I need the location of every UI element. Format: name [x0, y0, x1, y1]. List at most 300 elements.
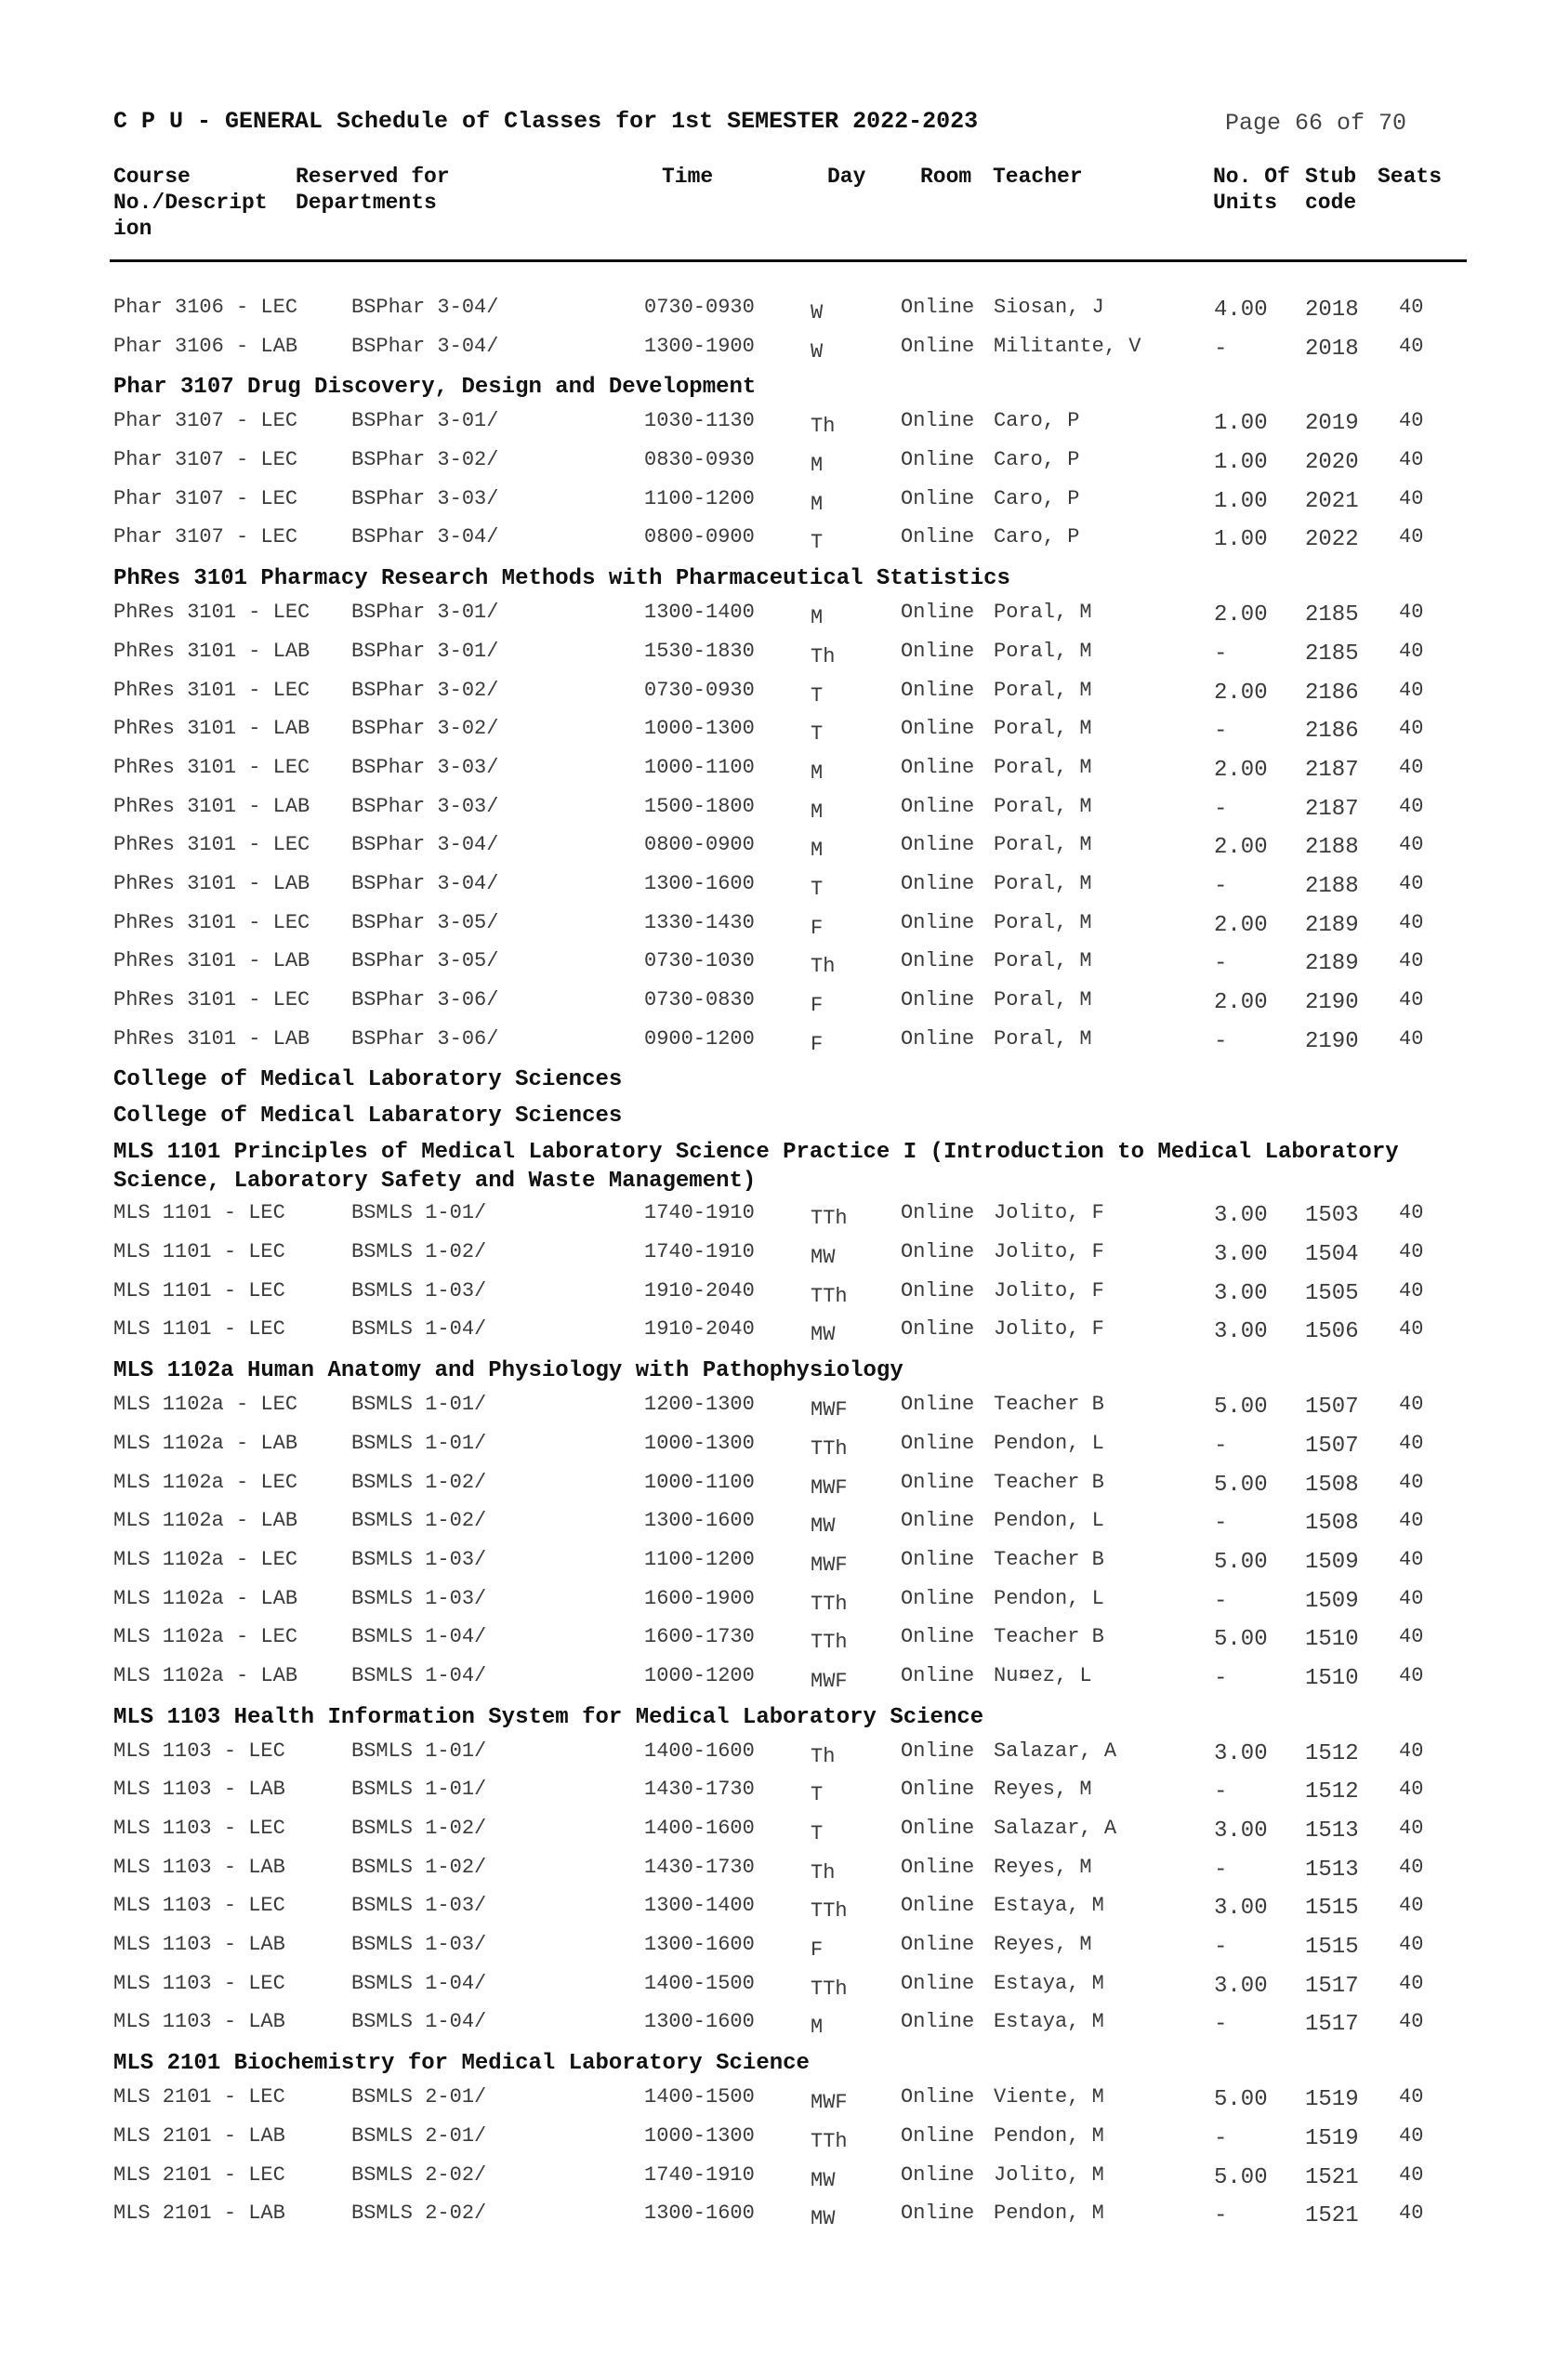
time-cell: 1300-1600: [644, 871, 755, 895]
units-cell: -: [1214, 1779, 1228, 1805]
stub-code-cell: 1505: [1305, 1280, 1359, 1306]
teacher-cell: Jolito, F: [994, 1201, 1104, 1225]
reserved-for-cell: BSPhar 3-03/: [351, 486, 499, 510]
teacher-cell: Poral, M: [994, 1026, 1092, 1051]
course-cell: PhRes 3101 - LAB: [113, 794, 310, 818]
room-cell: Online: [901, 409, 975, 433]
time-cell: 1740-1910: [644, 2162, 755, 2187]
seats-cell: 40: [1399, 988, 1424, 1012]
reserved-for-cell: BSMLS 1-02/: [351, 1509, 487, 1533]
time-cell: 0730-0830: [644, 988, 755, 1012]
units-cell: -: [1214, 873, 1228, 899]
teacher-cell: Poral, M: [994, 601, 1092, 625]
day-cell: Th: [811, 1860, 836, 1884]
time-cell: 1000-1300: [644, 2123, 755, 2148]
course-cell: MLS 1102a - LAB: [113, 1586, 298, 1610]
teacher-cell: Viente, M: [994, 2085, 1104, 2109]
reserved-for-cell: BSPhar 3-01/: [351, 639, 499, 663]
day-cell: T: [811, 722, 824, 747]
course-cell: MLS 1103 - LEC: [113, 1894, 285, 1918]
day-cell: Th: [811, 644, 836, 668]
stub-code-cell: 2185: [1305, 602, 1359, 628]
time-cell: 1200-1300: [644, 1393, 755, 1417]
units-cell: -: [1214, 1028, 1228, 1054]
time-cell: 1600-1900: [644, 1586, 755, 1610]
teacher-cell: Poral, M: [994, 755, 1092, 779]
stub-code-cell: 2190: [1305, 990, 1359, 1015]
room-cell: Online: [901, 794, 975, 818]
time-cell: 1500-1800: [644, 794, 755, 818]
time-cell: 1300-1900: [644, 334, 755, 358]
seats-cell: 40: [1399, 1739, 1424, 1763]
schedule-row: [113, 1387, 1470, 1426]
reserved-for-cell: BSPhar 3-06/: [351, 1026, 499, 1051]
day-cell: MW: [811, 1246, 836, 1270]
seats-cell: 40: [1399, 949, 1424, 973]
course-cell: PhRes 3101 - LEC: [113, 988, 310, 1012]
units-cell: -: [1214, 1857, 1228, 1883]
reserved-for-cell: BSMLS 1-04/: [351, 1971, 487, 1995]
day-cell: T: [811, 683, 824, 707]
time-cell: 1300-1400: [644, 1894, 755, 1918]
room-cell: Online: [901, 2202, 975, 2226]
seats-cell: 40: [1399, 639, 1424, 663]
course-section-heading: PhRes 3101 Pharmacy Research Methods with Pharmaceutical Statistics: [113, 566, 1010, 592]
day-cell: MWF: [811, 1398, 848, 1422]
course-cell: MLS 1103 - LAB: [113, 1778, 285, 1802]
schedule-row: [113, 2004, 1470, 2043]
seats-cell: 40: [1399, 2162, 1424, 2187]
time-cell: 1000-1200: [644, 1663, 755, 1687]
course-cell: MLS 1102a - LEC: [113, 1625, 298, 1649]
seats-cell: 40: [1399, 1026, 1424, 1051]
teacher-cell: Pendon, L: [994, 1431, 1104, 1455]
room-cell: Online: [901, 871, 975, 895]
units-cell: 3.00: [1214, 1203, 1268, 1229]
stub-code-cell: 1512: [1305, 1740, 1359, 1766]
reserved-for-cell: BSMLS 2-02/: [351, 2162, 487, 2187]
schedule-row: [113, 1927, 1470, 1966]
stub-code-cell: 1509: [1305, 1549, 1359, 1575]
time-cell: 1300-1600: [644, 1933, 755, 1957]
time-cell: 0900-1200: [644, 1026, 755, 1051]
seats-cell: 40: [1399, 1201, 1424, 1225]
seats-cell: 40: [1399, 833, 1424, 857]
day-cell: F: [811, 994, 824, 1017]
course-section-heading: MLS 1102a Human Anatomy and Physiology with Pathophysiology: [113, 1358, 903, 1384]
course-cell: MLS 1101 - LEC: [113, 1317, 285, 1342]
time-cell: 1600-1730: [644, 1625, 755, 1649]
reserved-for-cell: BSMLS 1-04/: [351, 1625, 487, 1649]
seats-cell: 40: [1399, 486, 1424, 510]
reserved-for-cell: BSMLS 1-01/: [351, 1431, 487, 1455]
column-header-units: No. Of Units: [1213, 165, 1290, 215]
room-cell: Online: [901, 1855, 975, 1879]
units-cell: 1.00: [1214, 450, 1268, 476]
day-cell: F: [811, 1938, 824, 1963]
reserved-for-cell: BSMLS 1-02/: [351, 1470, 487, 1494]
teacher-cell: Teacher B: [994, 1470, 1104, 1494]
stub-code-cell: 1515: [1305, 1935, 1359, 1961]
stub-code-cell: 2188: [1305, 873, 1359, 899]
units-cell: -: [1214, 2125, 1228, 2151]
day-cell: TTh: [811, 1592, 848, 1616]
course-cell: MLS 1102a - LAB: [113, 1663, 298, 1687]
seats-cell: 40: [1399, 1393, 1424, 1417]
units-cell: -: [1214, 336, 1228, 362]
stub-code-cell: 1510: [1305, 1627, 1359, 1653]
course-cell: Phar 3107 - LEC: [113, 525, 298, 549]
room-cell: Online: [901, 717, 975, 741]
course-cell: MLS 1103 - LAB: [113, 1855, 285, 1879]
day-cell: MW: [811, 1323, 836, 1347]
room-cell: Online: [901, 1971, 975, 1995]
teacher-cell: Caro, P: [994, 409, 1080, 433]
reserved-for-cell: BSPhar 3-02/: [351, 678, 499, 702]
reserved-for-cell: BSMLS 1-02/: [351, 1817, 487, 1840]
units-cell: 4.00: [1214, 298, 1268, 323]
day-cell: TTh: [811, 1977, 848, 2001]
teacher-cell: Jolito, M: [994, 2162, 1104, 2187]
seats-cell: 40: [1399, 1317, 1424, 1342]
reserved-for-cell: BSPhar 3-04/: [351, 833, 499, 857]
course-cell: PhRes 3101 - LAB: [113, 949, 310, 973]
time-cell: 1430-1730: [644, 1855, 755, 1879]
reserved-for-cell: BSMLS 1-01/: [351, 1739, 487, 1763]
reserved-for-cell: BSPhar 3-04/: [351, 296, 499, 319]
day-cell: MWF: [811, 1669, 848, 1693]
room-cell: Online: [901, 1933, 975, 1957]
day-cell: M: [811, 800, 824, 824]
units-cell: 2.00: [1214, 835, 1268, 861]
seats-cell: 40: [1399, 334, 1424, 358]
time-cell: 1000-1300: [644, 717, 755, 741]
room-cell: Online: [901, 2085, 975, 2109]
teacher-cell: Reyes, M: [994, 1933, 1092, 1957]
schedule-row: [113, 944, 1470, 983]
stub-code-cell: 1509: [1305, 1588, 1359, 1614]
day-cell: T: [811, 1822, 824, 1845]
room-cell: Online: [901, 296, 975, 319]
teacher-cell: Salazar, A: [994, 1739, 1117, 1763]
day-cell: M: [811, 606, 824, 630]
time-cell: 1400-1600: [644, 1817, 755, 1840]
course-section-heading: College of Medical Labaratory Sciences: [113, 1104, 623, 1130]
day-cell: TTh: [811, 1899, 848, 1924]
seats-cell: 40: [1399, 1470, 1424, 1494]
schedule-row: [113, 1312, 1470, 1351]
column-header-stub: Stub code: [1305, 165, 1357, 215]
day-cell: M: [811, 760, 824, 785]
course-cell: MLS 2101 - LEC: [113, 2085, 285, 2109]
course-cell: PhRes 3101 - LAB: [113, 639, 310, 663]
time-cell: 1300-1400: [644, 601, 755, 625]
schedule-row: [113, 750, 1470, 789]
course-section-heading: MLS 2101 Biochemistry for Medical Laboratory Science: [113, 2051, 810, 2077]
stub-code-cell: 1515: [1305, 1896, 1359, 1922]
schedule-row: [113, 866, 1470, 906]
room-cell: Online: [901, 1778, 975, 1802]
room-cell: Online: [901, 2162, 975, 2187]
seats-cell: 40: [1399, 1663, 1424, 1687]
units-cell: 1.00: [1214, 527, 1268, 553]
teacher-cell: Pendon, L: [994, 1509, 1104, 1533]
room-cell: Online: [901, 1026, 975, 1051]
teacher-cell: Caro, P: [994, 486, 1080, 510]
course-cell: MLS 1101 - LEC: [113, 1240, 285, 1264]
course-cell: MLS 1101 - LEC: [113, 1201, 285, 1225]
stub-code-cell: 1507: [1305, 1395, 1359, 1421]
time-cell: 0830-0930: [644, 448, 755, 472]
schedule-row: [113, 1811, 1470, 1850]
day-cell: Th: [811, 1744, 836, 1768]
teacher-cell: Caro, P: [994, 525, 1080, 549]
teacher-cell: Pendon, M: [994, 2123, 1104, 2148]
day-cell: TTh: [811, 1284, 848, 1308]
units-cell: 5.00: [1214, 1395, 1268, 1421]
time-cell: 1030-1130: [644, 409, 755, 433]
reserved-for-cell: BSPhar 3-05/: [351, 949, 499, 973]
day-cell: MW: [811, 2207, 836, 2231]
room-cell: Online: [901, 910, 975, 934]
teacher-cell: Poral, M: [994, 639, 1092, 663]
room-cell: Online: [901, 755, 975, 779]
teacher-cell: Poral, M: [994, 717, 1092, 741]
time-cell: 1100-1200: [644, 486, 755, 510]
course-cell: PhRes 3101 - LEC: [113, 910, 310, 934]
units-cell: 3.00: [1214, 1973, 1268, 1999]
stub-code-cell: 1512: [1305, 1779, 1359, 1805]
day-cell: F: [811, 1032, 824, 1056]
schedule-row: [113, 2080, 1470, 2119]
seats-cell: 40: [1399, 1971, 1424, 1995]
room-cell: Online: [901, 525, 975, 549]
units-cell: -: [1214, 1511, 1228, 1537]
column-header-room: Room: [920, 165, 972, 189]
course-cell: MLS 1101 - LEC: [113, 1278, 285, 1302]
time-cell: 1330-1430: [644, 910, 755, 934]
course-section-heading: Phar 3107 Drug Discovery, Design and Development: [113, 375, 757, 401]
seats-cell: 40: [1399, 1586, 1424, 1610]
seats-cell: 40: [1399, 1278, 1424, 1302]
reserved-for-cell: BSMLS 2-02/: [351, 2202, 487, 2226]
seats-cell: 40: [1399, 2010, 1424, 2034]
course-cell: MLS 1103 - LEC: [113, 1971, 285, 1995]
course-section-heading: College of Medical Laboratory Sciences: [113, 1067, 623, 1093]
course-cell: MLS 1103 - LEC: [113, 1739, 285, 1763]
teacher-cell: Jolito, F: [994, 1317, 1104, 1342]
time-cell: 1530-1830: [644, 639, 755, 663]
time-cell: 1000-1100: [644, 755, 755, 779]
seats-cell: 40: [1399, 525, 1424, 549]
stub-code-cell: 1513: [1305, 1818, 1359, 1844]
column-header-teacher: Teacher: [993, 165, 1083, 189]
day-cell: T: [811, 531, 824, 555]
course-cell: Phar 3107 - LEC: [113, 486, 298, 510]
units-cell: 5.00: [1214, 1549, 1268, 1575]
time-cell: 0800-0900: [644, 833, 755, 857]
course-cell: Phar 3107 - LEC: [113, 448, 298, 472]
units-cell: 1.00: [1214, 488, 1268, 514]
time-cell: 0800-0900: [644, 525, 755, 549]
schedule-row: [113, 1503, 1470, 1542]
schedule-row: [113, 1022, 1470, 1061]
stub-code-cell: 2186: [1305, 680, 1359, 706]
stub-code-cell: 2189: [1305, 912, 1359, 938]
stub-code-cell: 2022: [1305, 527, 1359, 553]
course-cell: Phar 3106 - LEC: [113, 296, 298, 319]
course-cell: PhRes 3101 - LEC: [113, 833, 310, 857]
teacher-cell: Estaya, M: [994, 1971, 1104, 1995]
day-cell: MW: [811, 1514, 836, 1539]
room-cell: Online: [901, 2123, 975, 2148]
reserved-for-cell: BSMLS 1-03/: [351, 1586, 487, 1610]
room-cell: Online: [901, 1240, 975, 1264]
day-cell: T: [811, 1783, 824, 1807]
schedule-row: [113, 1850, 1470, 1889]
schedule-row: [113, 443, 1470, 482]
stub-code-cell: 1519: [1305, 2125, 1359, 2151]
day-cell: M: [811, 839, 824, 863]
reserved-for-cell: BSMLS 1-01/: [351, 1201, 487, 1225]
day-cell: M: [811, 492, 824, 516]
time-cell: 1000-1300: [644, 1431, 755, 1455]
room-cell: Online: [901, 1625, 975, 1649]
schedule-row: [113, 1772, 1470, 1811]
time-cell: 1740-1910: [644, 1240, 755, 1264]
room-cell: Online: [901, 1663, 975, 1687]
course-section-heading: MLS 1103 Health Information System for Medical Laboratory Science: [113, 1704, 984, 1730]
teacher-cell: Poral, M: [994, 988, 1092, 1012]
stub-code-cell: 1506: [1305, 1319, 1359, 1345]
stub-code-cell: 2187: [1305, 757, 1359, 783]
reserved-for-cell: BSPhar 3-04/: [351, 871, 499, 895]
day-cell: Th: [811, 415, 836, 439]
room-cell: Online: [901, 1509, 975, 1533]
stub-code-cell: 1517: [1305, 1973, 1359, 1999]
time-cell: 1910-2040: [644, 1278, 755, 1302]
units-cell: -: [1214, 1935, 1228, 1961]
course-cell: MLS 1102a - LAB: [113, 1431, 298, 1455]
time-cell: 1100-1200: [644, 1547, 755, 1571]
stub-code-cell: 1517: [1305, 2012, 1359, 2038]
teacher-cell: Siosan, J: [994, 296, 1104, 319]
stub-code-cell: 1508: [1305, 1511, 1359, 1537]
day-cell: W: [811, 301, 824, 324]
time-cell: 1430-1730: [644, 1778, 755, 1802]
units-cell: 3.00: [1214, 1896, 1268, 1922]
seats-cell: 40: [1399, 2202, 1424, 2226]
day-cell: MWF: [811, 2091, 848, 2115]
seats-cell: 40: [1399, 448, 1424, 472]
seats-cell: 40: [1399, 409, 1424, 433]
reserved-for-cell: BSMLS 1-04/: [351, 2010, 487, 2034]
day-cell: MWF: [811, 1553, 848, 1577]
schedule-row: [113, 673, 1470, 712]
room-cell: Online: [901, 334, 975, 358]
schedule-row: [113, 403, 1470, 443]
schedule-row: [113, 482, 1470, 521]
time-cell: 0730-0930: [644, 678, 755, 702]
course-cell: MLS 1103 - LAB: [113, 1933, 285, 1957]
reserved-for-cell: BSMLS 1-04/: [351, 1663, 487, 1687]
course-cell: PhRes 3101 - LEC: [113, 678, 310, 702]
seats-cell: 40: [1399, 1817, 1424, 1840]
time-cell: 1740-1910: [644, 1201, 755, 1225]
schedule-row: [113, 827, 1470, 866]
seats-cell: 40: [1399, 1933, 1424, 1957]
stub-code-cell: 2187: [1305, 796, 1359, 822]
reserved-for-cell: BSPhar 3-01/: [351, 601, 499, 625]
teacher-cell: Estaya, M: [994, 2010, 1104, 2034]
time-cell: 1300-1600: [644, 1509, 755, 1533]
seats-cell: 40: [1399, 910, 1424, 934]
schedule-row: [113, 1659, 1470, 1698]
time-cell: 1400-1600: [644, 1739, 755, 1763]
course-cell: Phar 3107 - LEC: [113, 409, 298, 433]
course-cell: MLS 1103 - LEC: [113, 1817, 285, 1840]
reserved-for-cell: BSMLS 1-03/: [351, 1894, 487, 1918]
teacher-cell: Jolito, F: [994, 1278, 1104, 1302]
reserved-for-cell: BSMLS 1-04/: [351, 1317, 487, 1342]
schedule-list: [113, 290, 1470, 2235]
time-cell: 0730-1030: [644, 949, 755, 973]
stub-code-cell: 2018: [1305, 298, 1359, 323]
page-number: Page 66 of 70: [1225, 110, 1407, 137]
schedule-row: [113, 1581, 1470, 1620]
units-cell: 3.00: [1214, 1740, 1268, 1766]
room-cell: Online: [901, 1547, 975, 1571]
teacher-cell: Militante, V: [994, 334, 1141, 358]
stub-code-cell: 2188: [1305, 835, 1359, 861]
course-cell: MLS 2101 - LAB: [113, 2202, 285, 2226]
schedule-row: [113, 2158, 1470, 2197]
course-cell: Phar 3106 - LAB: [113, 334, 298, 358]
stub-code-cell: 1519: [1305, 2087, 1359, 2113]
room-cell: Online: [901, 2010, 975, 2034]
stub-code-cell: 2186: [1305, 719, 1359, 745]
units-cell: 5.00: [1214, 1472, 1268, 1498]
day-cell: TTh: [811, 1207, 848, 1231]
schedule-row: [113, 1542, 1470, 1581]
room-cell: Online: [901, 833, 975, 857]
room-cell: Online: [901, 1393, 975, 1417]
teacher-cell: Nu¤ez, L: [994, 1663, 1092, 1687]
schedule-row: [113, 290, 1470, 329]
units-cell: -: [1214, 796, 1228, 822]
day-cell: T: [811, 877, 824, 901]
seats-cell: 40: [1399, 717, 1424, 741]
day-cell: MW: [811, 2168, 836, 2192]
room-cell: Online: [901, 988, 975, 1012]
units-cell: 5.00: [1214, 2164, 1268, 2190]
units-cell: 2.00: [1214, 912, 1268, 938]
room-cell: Online: [901, 1431, 975, 1455]
schedule-row: [113, 789, 1470, 828]
course-cell: PhRes 3101 - LAB: [113, 871, 310, 895]
reserved-for-cell: BSPhar 3-03/: [351, 755, 499, 779]
teacher-cell: Poral, M: [994, 910, 1092, 934]
units-cell: -: [1214, 1665, 1228, 1691]
teacher-cell: Poral, M: [994, 794, 1092, 818]
course-cell: MLS 1103 - LAB: [113, 2010, 285, 2034]
reserved-for-cell: BSPhar 3-06/: [351, 988, 499, 1012]
stub-code-cell: 1508: [1305, 1472, 1359, 1498]
seats-cell: 40: [1399, 1509, 1424, 1533]
header-divider: [110, 259, 1467, 262]
reserved-for-cell: BSMLS 2-01/: [351, 2123, 487, 2148]
time-cell: 1000-1100: [644, 1470, 755, 1494]
